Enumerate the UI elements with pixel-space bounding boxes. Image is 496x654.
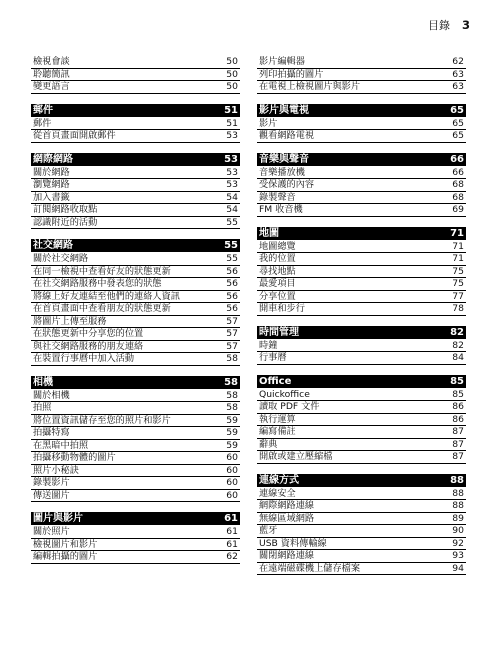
- entry-page-number: 57: [226, 340, 238, 352]
- entry-title: 藍牙: [259, 525, 278, 536]
- toc-entry[interactable]: [257, 451, 466, 464]
- section-page-number: 88: [450, 474, 464, 486]
- entry-title: 關於相機: [33, 389, 70, 401]
- entry-page-number: 58: [226, 353, 238, 364]
- toc-entry[interactable]: [31, 390, 240, 403]
- toc-entry[interactable]: [257, 266, 466, 279]
- entry-page-number: 63: [452, 68, 464, 80]
- entry-page-number: 75: [452, 278, 464, 289]
- toc-entry[interactable]: [257, 414, 466, 427]
- toc-entry[interactable]: [31, 167, 240, 180]
- toc-entry[interactable]: [31, 341, 240, 354]
- section-title: 網際網路: [33, 153, 73, 165]
- toc-entry[interactable]: [31, 217, 240, 230]
- toc-right-column: [257, 56, 466, 585]
- entry-page-number: 59: [226, 427, 238, 438]
- entry-title: USB 資料傳輸線: [259, 537, 327, 549]
- entry-page-number: 75: [452, 265, 464, 277]
- entry-title: 訂閱網路收取點: [33, 204, 98, 215]
- entry-page-number: 60: [226, 464, 238, 476]
- section-heading[interactable]: [31, 376, 240, 389]
- section-page-number: 82: [450, 326, 464, 338]
- toc-section: [257, 227, 466, 316]
- toc-section: [31, 153, 240, 230]
- entry-title: 執行運算: [259, 413, 296, 425]
- section-title: 社交網路: [33, 240, 73, 251]
- toc-entry[interactable]: [31, 427, 240, 440]
- entry-title: 在社交網路服務中發表您的狀態: [33, 278, 162, 289]
- page-header: [0, 16, 470, 34]
- toc-entry[interactable]: [257, 204, 466, 217]
- entry-page-number: 51: [226, 117, 238, 129]
- toc-entry[interactable]: [257, 401, 466, 414]
- entry-page-number: 56: [226, 278, 238, 289]
- entry-title: 在裝置行事曆中加入活動: [33, 353, 135, 364]
- entry-title: 受保護的內容: [259, 179, 315, 190]
- toc-section: [31, 56, 240, 94]
- entry-title: 在同一檢視中查看好友的狀態更新: [33, 265, 171, 277]
- section-page-number: 53: [224, 153, 238, 165]
- toc-entry[interactable]: [257, 513, 466, 526]
- toc-entry[interactable]: [31, 179, 240, 192]
- entry-title: FM 收音機: [259, 204, 303, 215]
- entry-title: 最愛項目: [259, 278, 296, 289]
- entry-page-number: 92: [452, 537, 464, 549]
- entry-page-number: 68: [452, 191, 464, 203]
- section-heading[interactable]: [257, 104, 466, 117]
- entry-title: 影片編輯器: [259, 56, 305, 67]
- toc-entry[interactable]: [257, 167, 466, 180]
- entry-page-number: 89: [452, 512, 464, 524]
- entry-title: 變更語言: [33, 81, 70, 92]
- section-page-number: 58: [224, 376, 238, 388]
- toc-entry[interactable]: [257, 130, 466, 143]
- entry-page-number: 50: [226, 68, 238, 80]
- toc-section: [31, 512, 240, 564]
- entry-page-number: 88: [452, 487, 464, 499]
- toc-entry[interactable]: [31, 192, 240, 205]
- toc-section: [31, 104, 240, 143]
- entry-page-number: 68: [452, 179, 464, 190]
- entry-page-number: 53: [226, 130, 238, 141]
- entry-page-number: 59: [226, 414, 238, 426]
- toc-section: [257, 474, 466, 576]
- toc-section: [31, 376, 240, 503]
- section-page-number: 85: [450, 375, 464, 387]
- entry-page-number: 56: [226, 303, 238, 314]
- toc-entry[interactable]: [31, 526, 240, 539]
- entry-page-number: 59: [226, 439, 238, 451]
- toc-entry[interactable]: [257, 179, 466, 192]
- section-title: 地圖: [259, 227, 279, 239]
- entry-title: 辭典: [259, 438, 278, 450]
- toc-entry[interactable]: [257, 118, 466, 131]
- entry-title: 將圖片上傳至服務: [33, 315, 107, 327]
- toc-entry[interactable]: [31, 328, 240, 341]
- entry-title: 在首頁畫面中查看朋友的狀態更新: [33, 303, 171, 314]
- toc-entry[interactable]: [31, 291, 240, 304]
- entry-page-number: 53: [226, 166, 238, 178]
- entry-title: 在電視上檢視圖片與影片: [259, 81, 361, 92]
- entry-page-number: 62: [226, 551, 238, 562]
- entry-title: 編寫備註: [259, 426, 296, 437]
- toc-entry[interactable]: [257, 278, 466, 291]
- toc-entry[interactable]: [31, 402, 240, 415]
- entry-page-number: 90: [452, 525, 464, 536]
- toc-entry[interactable]: [31, 452, 240, 465]
- section-title: 郵件: [33, 104, 53, 116]
- entry-title: 檢視會談: [33, 56, 70, 67]
- section-heading[interactable]: [257, 375, 466, 388]
- toc-entry[interactable]: [31, 477, 240, 490]
- entry-page-number: 87: [452, 438, 464, 450]
- entry-page-number: 60: [226, 452, 238, 463]
- entry-page-number: 56: [226, 290, 238, 302]
- entry-page-number: 88: [452, 500, 464, 511]
- toc-entry[interactable]: [257, 81, 466, 94]
- entry-page-number: 71: [452, 240, 464, 252]
- toc-entry[interactable]: [31, 118, 240, 131]
- toc-section: [257, 56, 466, 94]
- toc-entry[interactable]: [31, 465, 240, 478]
- entry-page-number: 50: [226, 56, 238, 67]
- entry-title: 將位置資訊儲存至您的照片和影片: [33, 414, 171, 426]
- toc-entry[interactable]: [31, 316, 240, 329]
- toc-entry[interactable]: [257, 192, 466, 205]
- entry-title: 我的位置: [259, 253, 296, 264]
- toc-entry[interactable]: [257, 563, 466, 576]
- entry-title: 拍攝特寫: [33, 427, 70, 438]
- section-page-number: 55: [224, 240, 238, 251]
- entry-title: 地圖總覽: [259, 240, 296, 252]
- entry-title: 開啟或建立壓縮檔: [259, 451, 333, 462]
- section-page-number: 65: [450, 104, 464, 116]
- entry-title: 觀看網路電視: [259, 130, 315, 141]
- section-heading[interactable]: [257, 474, 466, 487]
- toc-section: [257, 375, 466, 464]
- toc-entry[interactable]: [31, 539, 240, 552]
- toc-entry[interactable]: [31, 130, 240, 143]
- toc-entry[interactable]: [31, 440, 240, 453]
- entry-title: 檢視圖片和影片: [33, 538, 98, 550]
- entry-page-number: 58: [226, 402, 238, 413]
- toc-entry[interactable]: [31, 303, 240, 316]
- entry-page-number: 87: [452, 451, 464, 462]
- entry-page-number: 86: [452, 413, 464, 425]
- entry-title: 拍照: [33, 402, 52, 413]
- entry-page-number: 84: [452, 352, 464, 363]
- toc-left-column: [31, 56, 240, 574]
- entry-title: 尋找地點: [259, 265, 296, 277]
- section-heading[interactable]: [257, 227, 466, 240]
- entry-title: 時鐘: [259, 339, 278, 351]
- page-number: 3: [461, 18, 470, 32]
- entry-title: 網際網路連線: [259, 500, 315, 511]
- entry-page-number: 78: [452, 303, 464, 314]
- toc-entry[interactable]: [257, 538, 466, 551]
- entry-title: 瀏覽網路: [33, 179, 70, 190]
- entry-title: 加入書籤: [33, 191, 70, 203]
- entry-page-number: 54: [226, 204, 238, 215]
- section-heading[interactable]: [257, 326, 466, 339]
- header-title: 目錄: [427, 19, 450, 32]
- toc-entry[interactable]: [257, 426, 466, 439]
- toc-section: [257, 104, 466, 143]
- entry-page-number: 66: [452, 166, 464, 178]
- entry-title: 行事曆: [259, 352, 287, 363]
- toc-entry[interactable]: [257, 550, 466, 563]
- toc-entry[interactable]: [257, 241, 466, 254]
- entry-page-number: 65: [452, 117, 464, 129]
- entry-title: 影片: [259, 117, 278, 129]
- toc-section: [257, 153, 466, 217]
- entry-title: 列印拍攝的圖片: [259, 68, 324, 80]
- entry-page-number: 58: [226, 389, 238, 401]
- entry-page-number: 94: [452, 562, 464, 574]
- section-heading[interactable]: [31, 512, 240, 525]
- section-title: 時間管理: [259, 326, 299, 338]
- entry-page-number: 57: [226, 328, 238, 339]
- section-page-number: 71: [450, 227, 464, 239]
- entry-title: 編輯拍攝的圖片: [33, 551, 98, 562]
- entry-title: 錄製聲音: [259, 191, 296, 203]
- entry-page-number: 56: [226, 265, 238, 277]
- toc-entry[interactable]: [31, 69, 240, 82]
- entry-page-number: 69: [452, 204, 464, 215]
- entry-page-number: 65: [452, 130, 464, 141]
- toc-entry[interactable]: [257, 253, 466, 266]
- section-heading[interactable]: [31, 153, 240, 166]
- entry-title: 將線上好友連結至他們的連絡人資訊: [33, 290, 180, 302]
- toc-entry[interactable]: [31, 56, 240, 69]
- entry-title: 無線區域網路: [259, 512, 315, 524]
- entry-page-number: 87: [452, 426, 464, 437]
- toc-entry[interactable]: [31, 81, 240, 94]
- section-title: 圖片與影片: [33, 513, 83, 524]
- toc-entry[interactable]: [257, 340, 466, 353]
- section-page-number: 61: [224, 513, 238, 524]
- entry-title: 聆聽簡訊: [33, 68, 70, 80]
- toc-entry[interactable]: [31, 253, 240, 266]
- toc-entry[interactable]: [31, 415, 240, 428]
- entry-title: 郵件: [33, 117, 52, 129]
- entry-page-number: 63: [452, 81, 464, 92]
- toc-entry[interactable]: [257, 69, 466, 82]
- section-title: 連線方式: [259, 474, 299, 486]
- entry-title: 錄製影片: [33, 477, 70, 488]
- entry-page-number: 57: [226, 315, 238, 327]
- entry-page-number: 85: [452, 388, 464, 400]
- entry-title: 在黑暗中拍照: [33, 439, 89, 451]
- toc-entry[interactable]: [31, 266, 240, 279]
- entry-title: 與社交網路服務的朋友連絡: [33, 340, 144, 352]
- entry-page-number: 54: [226, 191, 238, 203]
- entry-title: 在遠端磁碟機上儲存檔案: [259, 562, 361, 574]
- toc-entry[interactable]: [31, 353, 240, 366]
- entry-title: 分享位置: [259, 290, 296, 302]
- entry-page-number: 93: [452, 550, 464, 561]
- section-title: 影片與電視: [259, 104, 309, 116]
- entry-title: 讀取 PDF 文件: [259, 401, 320, 412]
- section-page-number: 66: [450, 153, 464, 165]
- entry-page-number: 53: [226, 179, 238, 190]
- section-page-number: 51: [224, 104, 238, 116]
- toc-entry[interactable]: [257, 500, 466, 513]
- toc-section: [257, 326, 466, 365]
- section-heading[interactable]: [31, 104, 240, 117]
- entry-title: 關閉網路連線: [259, 550, 315, 561]
- section-title: Office: [259, 375, 292, 387]
- entry-title: 連線安全: [259, 487, 296, 499]
- entry-title: 開車和步行: [259, 303, 305, 314]
- entry-page-number: 61: [226, 526, 238, 537]
- toc-entry[interactable]: [257, 488, 466, 501]
- toc-entry[interactable]: [257, 303, 466, 316]
- entry-page-number: 82: [452, 339, 464, 351]
- entry-page-number: 50: [226, 81, 238, 92]
- entry-title: 在狀態更新中分享您的位置: [33, 328, 144, 339]
- toc-entry[interactable]: [31, 278, 240, 291]
- entry-title: 音樂播放機: [259, 166, 305, 178]
- entry-page-number: 77: [452, 290, 464, 302]
- toc-entry[interactable]: [257, 352, 466, 365]
- entry-title: 照片小秘訣: [33, 464, 79, 476]
- entry-page-number: 55: [226, 216, 238, 228]
- toc-entry[interactable]: [31, 490, 240, 503]
- entry-page-number: 55: [226, 253, 238, 264]
- entry-title: 從首頁畫面開啟郵件: [33, 130, 116, 141]
- entry-title: 關於照片: [33, 526, 70, 537]
- toc-entry[interactable]: [257, 56, 466, 69]
- entry-title: 關於社交網路: [33, 253, 89, 264]
- entry-title: 認識附近的活動: [33, 216, 98, 228]
- section-heading[interactable]: [31, 239, 240, 252]
- toc-entry[interactable]: [257, 389, 466, 402]
- entry-page-number: 60: [226, 477, 238, 488]
- entry-title: 拍攝移動物體的圖片: [33, 452, 116, 463]
- entry-page-number: 62: [452, 56, 464, 67]
- toc-section: [31, 239, 240, 366]
- section-heading[interactable]: [257, 153, 466, 166]
- entry-title: Quickoffice: [259, 388, 310, 400]
- toc-entry[interactable]: [257, 439, 466, 452]
- entry-page-number: 71: [452, 253, 464, 264]
- entry-page-number: 60: [226, 489, 238, 501]
- toc-entry[interactable]: [31, 551, 240, 564]
- toc-entry[interactable]: [31, 204, 240, 217]
- entry-page-number: 86: [452, 401, 464, 412]
- section-title: 音樂與聲音: [259, 153, 309, 165]
- toc-entry[interactable]: [257, 525, 466, 538]
- entry-title: 傳送圖片: [33, 489, 70, 501]
- section-title: 相機: [33, 376, 53, 388]
- toc-entry[interactable]: [257, 291, 466, 304]
- entry-page-number: 61: [226, 538, 238, 550]
- entry-title: 關於網路: [33, 166, 70, 178]
